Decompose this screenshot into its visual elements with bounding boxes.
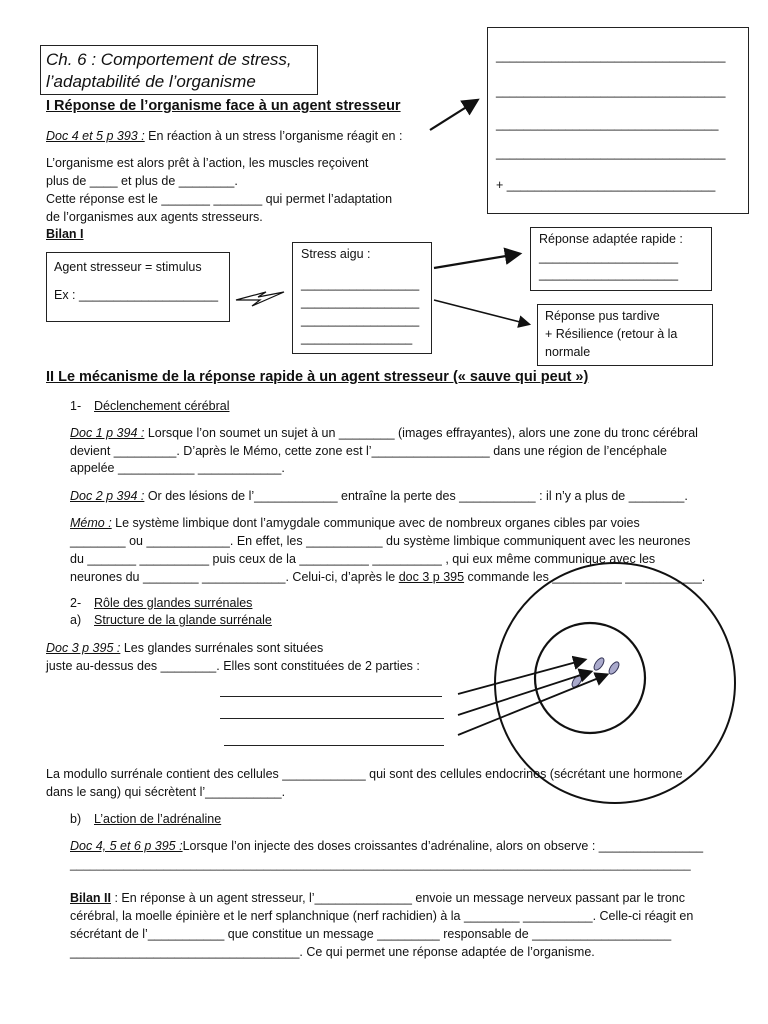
sub-1-num: 1-	[70, 399, 82, 413]
agent-line-2: Ex : ____________________	[54, 288, 219, 302]
bilan2-line-3: sécrétant de l’___________ que constitue un message _________ responsable de ____________________	[70, 927, 672, 941]
doc2-text: Or des lésions de l’____________ entraîne la perte des ___________ : il n’y a plus de ________.	[144, 489, 688, 503]
memo-last-b: commande les __________ ___________.	[464, 570, 706, 584]
answer-line-4: _________________________________	[496, 146, 726, 160]
doc456-line-2: _____________________________________________________________________________________________	[70, 857, 691, 871]
doc1-line-3: appelée ___________ ____________.	[70, 461, 285, 475]
doc456-ref: Doc 4, 5 et 6 p 395 :	[70, 839, 183, 853]
bilan2-line-1	[70, 890, 685, 907]
doc3-text-1: Les glandes surrénales sont situées	[120, 641, 324, 655]
late-line-2: + Résilience (retour à la	[545, 327, 678, 341]
section-1-heading: I Réponse de l’organisme face à un agent stresseur	[46, 98, 401, 114]
rapid-line-2: ____________________	[539, 267, 679, 281]
doc1-line-2: devient _________. D’après le Mémo, cette zone est l’_________________ dans une région de l’encéphale	[70, 444, 667, 458]
stress-line-1: _________________	[301, 277, 420, 291]
title-line-2: l’adaptabilité de l’organisme	[46, 72, 256, 91]
doc456-text: Lorsque l’on injecte des doses croissantes d’adrénaline, alors on observe : _______________	[182, 839, 704, 853]
arrow-to-late-icon	[434, 300, 528, 324]
arrow-to-answer-box-icon	[430, 101, 476, 130]
answer-line-1: _________________________________	[496, 49, 726, 63]
para-line-4: de l’organismes aux agents stresseurs.	[46, 210, 263, 224]
memo-ref: Mémo :	[70, 516, 112, 530]
stress-line-2: _________________	[301, 295, 420, 309]
stress-line-3: _________________	[301, 313, 420, 327]
agent-line-1: Agent stresseur = stimulus	[54, 260, 202, 274]
answer-line-5: + ______________________________	[496, 178, 716, 192]
bilan-1-label: Bilan I	[46, 227, 84, 241]
bilan2-ref: Bilan II	[70, 891, 111, 905]
bilan2-line-2: cérébral, la moelle épinière et le nerf splanchnique (nerf rachidien) à la ________ __________. Celle-ci réagit en	[70, 909, 694, 923]
doc3-line-2: juste au-dessus des ________. Elles sont constituées de 2 parties :	[46, 659, 420, 673]
memo-text-1: Le système limbique dont l’amygdale communique avec de nombreux organes cibles par voies	[111, 516, 640, 530]
stress-title: Stress aigu :	[301, 247, 371, 261]
memo-line-3: du _______ __________ puis ceux de la __________ __________ , qui eux même communique avec les	[70, 552, 656, 566]
section-2-heading: II Le mécanisme de la réponse rapide à un agent stresseur (« sauve qui peut »)	[46, 369, 589, 385]
memo-line-1	[70, 515, 640, 532]
memo-line-4	[70, 569, 705, 586]
doc456-line-1	[70, 838, 703, 855]
doc3-ref: Doc 3 p 395 :	[46, 641, 121, 655]
modullo-line-2: dans le sang) qui sécrètent l’___________.	[46, 785, 286, 799]
title-line-1: Ch. 6 : Comportement de stress,	[46, 50, 292, 69]
memo-line-2: ________ ou ____________. En effet, les ___________ du système limbique communiquent avec les neurones	[70, 534, 691, 548]
doc2-ref: Doc 2 p 394 :	[70, 489, 145, 503]
part-answer-line-3	[224, 745, 444, 746]
part-answer-line-1	[220, 696, 442, 697]
part-answer-line-2	[220, 718, 444, 719]
stress-line-4: ________________	[301, 331, 413, 345]
sub-2-title: Rôle des glandes surrénales	[94, 596, 253, 610]
late-line-1: Réponse pus tardive	[545, 309, 660, 323]
modullo-line-1: La modullo surrénale contient des cellules ____________ qui sont des cellules endocrines (sécrétant une hormone	[46, 767, 683, 781]
rapid-line-1: ____________________	[539, 250, 679, 264]
bilan2-text-1: : En réponse à un agent stresseur, l’______________ envoie un message nerveux passant par le tronc	[110, 891, 685, 905]
doc1-line-1	[70, 425, 698, 442]
doc3-line-1	[46, 640, 323, 657]
doc1-ref: Doc 1 p 394 :	[70, 426, 145, 440]
sub-2a-label: a)	[70, 613, 82, 627]
para-line-1: L’organisme est alors prêt à l’action, les muscles reçoivent	[46, 156, 369, 170]
answer-line-3: ________________________________	[496, 117, 719, 131]
para-line-3: Cette réponse est le _______ _______ qui permet l’adaptation	[46, 192, 393, 206]
answer-line-2: _________________________________	[496, 84, 726, 98]
sub-2b-label: b)	[70, 812, 82, 826]
lightning-icon	[236, 292, 284, 306]
late-line-3: normale	[545, 345, 591, 359]
doc2-line	[70, 488, 688, 505]
doc1-text-1: Lorsque l’on soumet un sujet à un ________ (images effrayantes), alors une zone du tronc cérébral	[144, 426, 698, 440]
doc-4-5-ref: Doc 4 et 5 p 393 :	[46, 129, 145, 143]
arrow-to-rapid-icon	[434, 254, 518, 268]
bilan2-line-4: _________________________________. Ce qui permet une réponse adaptée de l’organisme.	[70, 945, 595, 959]
doc-4-5-text: En réaction à un stress l’organisme réagit en :	[144, 129, 403, 143]
para-line-2: plus de ____ et plus de ________.	[46, 174, 238, 188]
sub-1-title: Déclenchement cérébral	[94, 399, 230, 413]
memo-last-ref: doc 3 p 395	[398, 570, 465, 584]
rapid-title: Réponse adaptée rapide :	[539, 232, 683, 246]
sub-2-num: 2-	[70, 596, 82, 610]
sub-2a-title: Structure de la glande surrénale	[94, 613, 272, 627]
memo-last-a: neurones du ________ ____________. Celui-ci, d’après le	[70, 570, 399, 584]
sub-2b-title: L’action de l’adrénaline	[94, 812, 222, 826]
